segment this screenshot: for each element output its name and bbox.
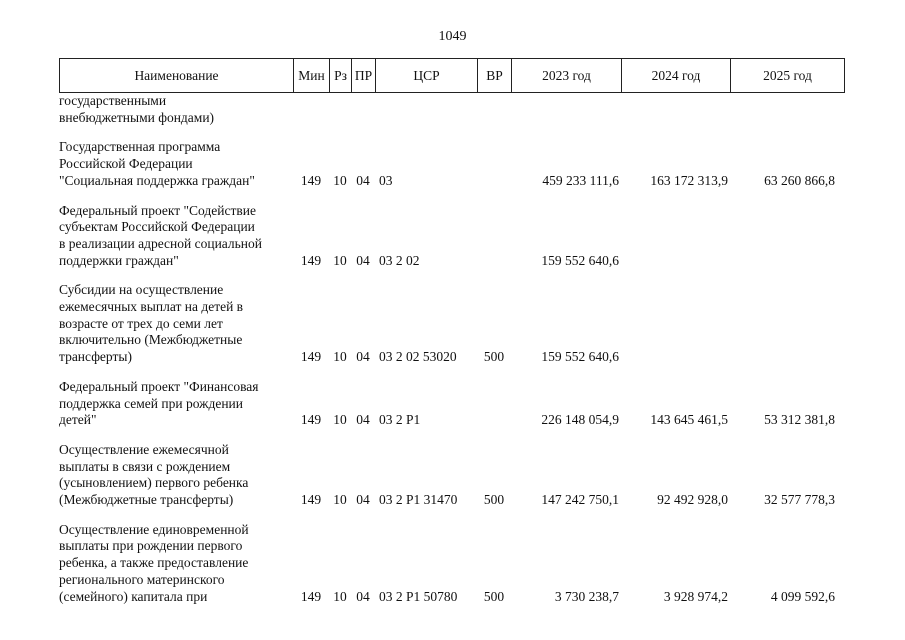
row-2023: 147 242 750,1 — [541, 492, 619, 508]
table-header — [59, 58, 845, 93]
table-row — [59, 379, 844, 429]
table-row — [59, 93, 844, 126]
row-csr: 03 — [379, 172, 393, 188]
header-csr: ЦСР — [376, 59, 478, 93]
row-2024: 92 492 928,0 — [657, 492, 728, 508]
row-2025: 32 577 778,3 — [764, 492, 835, 508]
row-min: 149 — [300, 252, 322, 268]
name-line: "Социальная поддержка граждан" — [59, 172, 255, 188]
row-2025: 4 099 592,6 — [770, 588, 835, 604]
row-min: 149 — [300, 349, 322, 365]
row-name — [59, 139, 293, 189]
name-line: Государственная программа — [59, 139, 221, 155]
name-line: (Межбюджетные трансферты) — [59, 492, 234, 508]
row-2023: 459 233 111,6 — [542, 172, 619, 188]
name-line: поддержка семей при рождении — [59, 395, 243, 411]
name-line: (усыновлением) первого ребенка — [59, 475, 249, 491]
name-line: ребенка, а также предоставление — [59, 555, 249, 571]
header-name: Наименование — [60, 59, 294, 93]
row-csr: 03 2 P1 — [379, 412, 421, 428]
row-rz: 10 — [333, 492, 347, 508]
row-min: 149 — [300, 172, 322, 188]
row-min: 149 — [300, 588, 322, 604]
name-line: государственными — [59, 93, 167, 108]
name-line: Федеральный проект "Финансовая — [59, 378, 259, 394]
row-2023: 159 552 640,6 — [541, 252, 619, 268]
name-line: Субсидии на осуществление — [59, 282, 224, 298]
row-csr: 03 2 02 53020 — [379, 349, 457, 365]
name-line: внебюджетными фондами) — [59, 109, 215, 125]
name-line: возрасте от трех до семи лет — [59, 315, 223, 331]
row-vr: 500 — [483, 588, 505, 604]
header-vr: ВР — [478, 59, 512, 93]
row-vr: 500 — [483, 349, 505, 365]
header-min: Мин — [294, 59, 330, 93]
row-pr: 04 — [356, 172, 370, 188]
row-2024: 163 172 313,9 — [650, 172, 728, 188]
row-name — [59, 203, 293, 270]
row-rz: 10 — [333, 252, 347, 268]
table-body — [59, 93, 844, 605]
row-rz: 10 — [333, 588, 347, 604]
name-line: ежемесячных выплат на детей в — [59, 299, 244, 315]
row-2023: 226 148 054,9 — [541, 412, 619, 428]
name-line: Осуществление единовременной — [59, 521, 249, 537]
name-line: субъектам Российской Федерации — [59, 219, 255, 235]
row-name — [59, 522, 293, 606]
row-2025: 53 312 381,8 — [764, 412, 835, 428]
row-pr: 04 — [356, 412, 370, 428]
row-2023: 3 730 238,7 — [554, 588, 619, 604]
row-csr: 03 2 P1 31470 — [379, 492, 458, 508]
row-min: 149 — [300, 412, 322, 428]
header-2025: 2025 год — [731, 59, 845, 93]
row-pr: 04 — [356, 252, 370, 268]
header-pr: ПР — [352, 59, 376, 93]
row-vr: 500 — [483, 492, 505, 508]
header-rz: Рз — [330, 59, 352, 93]
row-min: 149 — [300, 492, 322, 508]
row-rz: 10 — [333, 412, 347, 428]
row-2024: 143 645 461,5 — [650, 412, 728, 428]
row-2024: 3 928 974,2 — [663, 588, 728, 604]
row-csr: 03 2 P1 50780 — [379, 588, 458, 604]
row-pr: 04 — [356, 349, 370, 365]
page-number: 1049 — [438, 29, 467, 44]
row-name — [59, 93, 293, 126]
table-row — [59, 139, 844, 189]
name-line: выплаты при рождении первого — [59, 538, 243, 554]
header-2023: 2023 год — [512, 59, 622, 93]
name-line: в реализации адресной социальной — [59, 235, 263, 251]
name-line: поддержки граждан" — [59, 252, 179, 268]
row-pr: 04 — [356, 492, 370, 508]
table-row — [59, 203, 844, 270]
name-line: включительно (Межбюджетные — [59, 332, 243, 348]
row-csr: 03 2 02 — [379, 252, 420, 268]
name-line: детей" — [59, 412, 97, 428]
row-name — [59, 282, 293, 366]
name-line: Осуществление ежемесячной — [59, 441, 229, 457]
row-pr: 04 — [356, 588, 370, 604]
row-name — [59, 379, 293, 429]
name-line: Федеральный проект "Содействие — [59, 202, 256, 218]
row-rz: 10 — [333, 349, 347, 365]
row-rz: 10 — [333, 172, 347, 188]
table-row — [59, 442, 844, 509]
name-line: (семейного) капитала при — [59, 588, 208, 604]
row-2025: 63 260 866,8 — [764, 172, 835, 188]
table-row — [59, 522, 844, 606]
table-row — [59, 282, 844, 366]
header-2024: 2024 год — [622, 59, 731, 93]
name-line: трансферты) — [59, 349, 132, 365]
name-line: регионального материнского — [59, 571, 225, 587]
name-line: выплаты в связи с рождением — [59, 458, 231, 474]
name-line: Российской Федерации — [59, 156, 193, 172]
row-2023: 159 552 640,6 — [541, 349, 619, 365]
row-name — [59, 442, 293, 509]
